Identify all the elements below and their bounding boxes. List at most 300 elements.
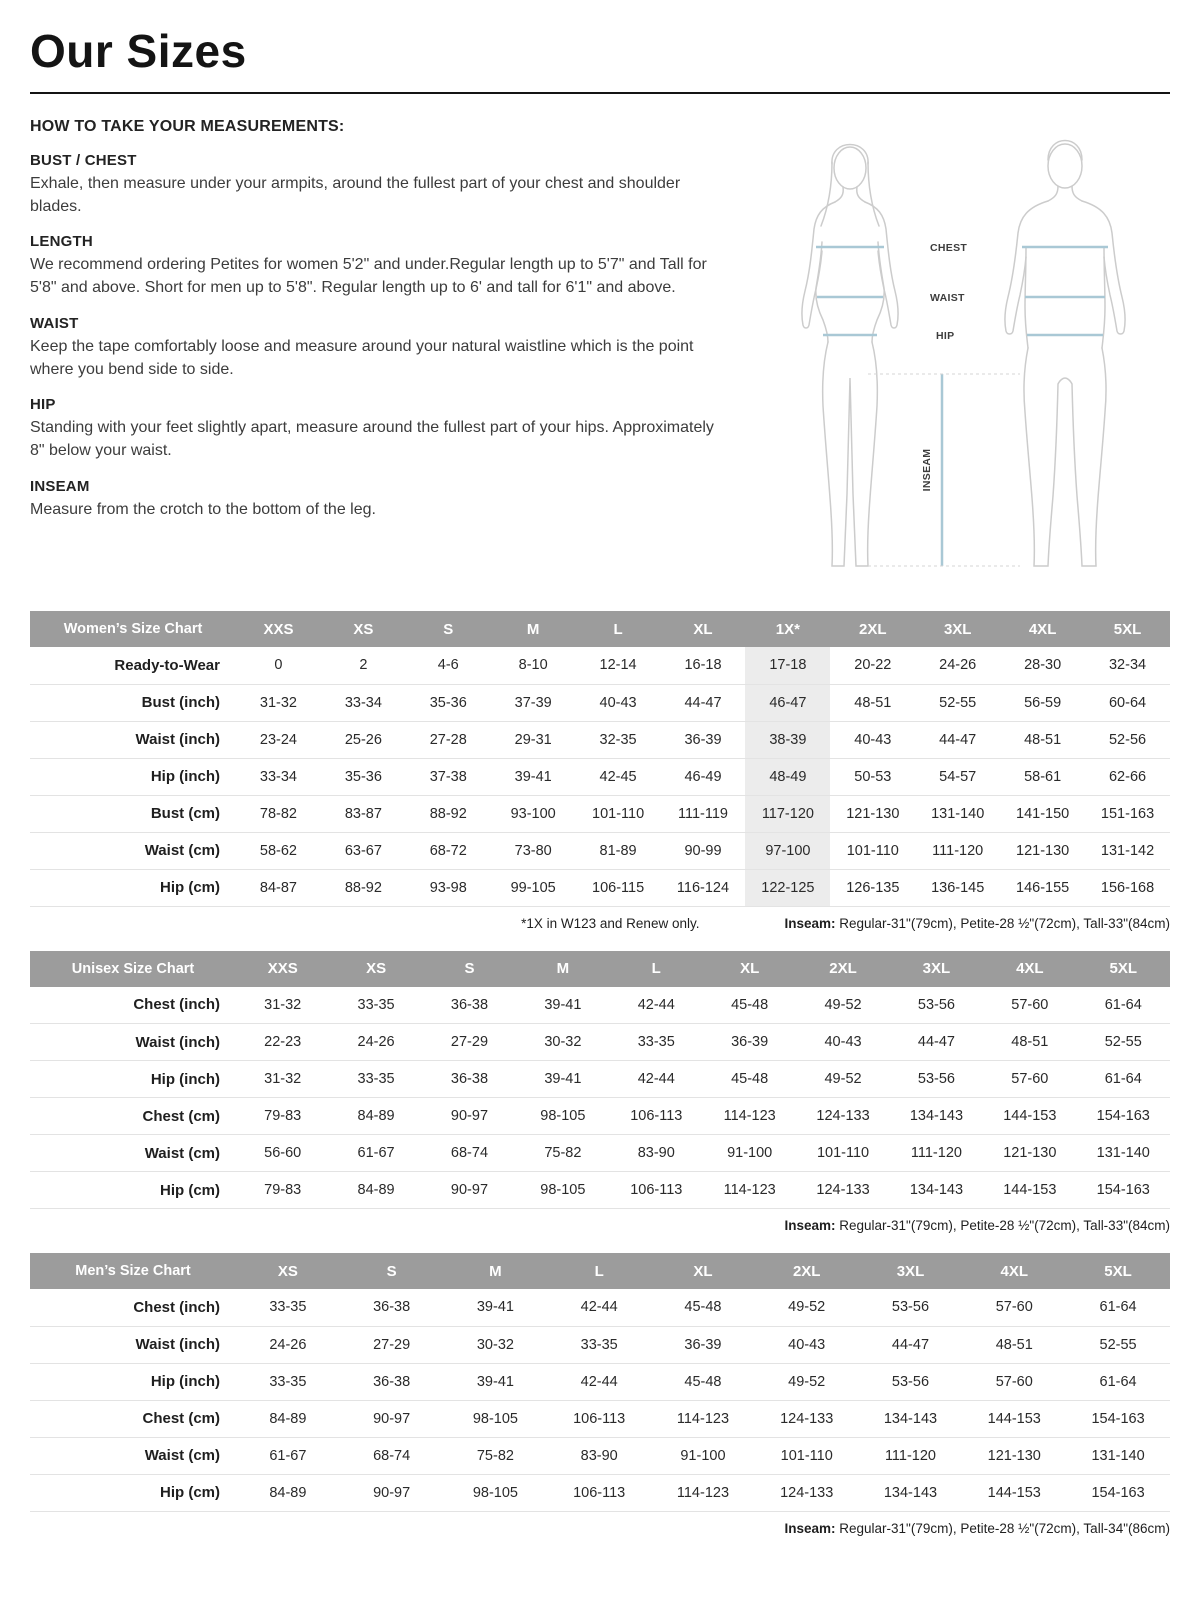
- row-label: Waist (inch): [135, 1336, 220, 1353]
- size-cell: 40-43: [788, 1336, 826, 1353]
- table-row: [30, 1172, 1170, 1209]
- size-cell: 42-44: [637, 996, 675, 1013]
- instruction-heading: BUST / CHEST: [30, 152, 137, 169]
- size-cell: 48-51: [1011, 1034, 1049, 1050]
- inseam-footnote: Inseam: Regular-31"(79cm), Petite-28 ½"(72cm), Tall-33"(84cm): [784, 1218, 1170, 1233]
- size-cell: 73-80: [514, 842, 552, 859]
- womens-size-chart-title: Women’s Size Chart: [30, 611, 236, 647]
- size-cell: 156-168: [1100, 879, 1155, 896]
- size-cell: 44-47: [684, 694, 722, 711]
- size-cell: 25-26: [344, 731, 382, 748]
- instruction-hip: [30, 396, 750, 462]
- size-column-header: M: [444, 1253, 548, 1289]
- size-cell: 83-90: [637, 1145, 675, 1161]
- size-cell: 40-43: [599, 694, 637, 711]
- size-cell: 20-22: [854, 657, 892, 674]
- size-cell: 91-100: [727, 1145, 773, 1161]
- size-cell: 124-133: [780, 1484, 834, 1501]
- inseam-footnote: Inseam: Regular-31"(79cm), Petite-28 ½"(72cm), Tall-33"(84cm): [784, 915, 1170, 931]
- size-cell: 62-66: [1108, 768, 1147, 785]
- size-cell: 35-36: [344, 768, 382, 785]
- chest-label: CHEST: [930, 242, 968, 254]
- row-label: Waist (cm): [144, 1144, 220, 1162]
- size-cell: 79-83: [264, 1108, 302, 1124]
- size-cell: 37-38: [429, 768, 467, 785]
- size-cell: 98-105: [472, 1410, 518, 1427]
- measurement-section: [30, 118, 1170, 597]
- size-cell: 106-113: [573, 1410, 626, 1427]
- size-cell: 84-89: [357, 1182, 395, 1198]
- table-row: [30, 1024, 1170, 1061]
- size-cell: 49-52: [788, 1299, 826, 1316]
- size-cell: 101-110: [816, 1145, 870, 1161]
- size-cell: 131-140: [1096, 1145, 1150, 1161]
- size-cell: 45-48: [684, 1299, 722, 1316]
- size-cell: 79-83: [264, 1182, 302, 1198]
- row-label: Chest (cm): [142, 1107, 220, 1125]
- size-cell: 42-44: [580, 1373, 618, 1390]
- diagram-labels: [921, 242, 967, 491]
- size-column-header: M: [516, 951, 609, 987]
- size-cell: 39-41: [514, 768, 552, 785]
- row-label: Hip (cm): [160, 879, 220, 896]
- size-cell: 111-119: [677, 805, 728, 822]
- size-cell: 31-32: [264, 996, 302, 1013]
- instruction-body: Keep the tape comfortably loose and measure around your natural waistline which is the point where you bend side to side.: [30, 337, 694, 378]
- size-cell: 154-163: [1096, 1182, 1150, 1198]
- size-cell: 114-123: [723, 1182, 776, 1198]
- size-cell: 111-120: [932, 842, 984, 859]
- size-cell: 75-82: [476, 1447, 514, 1464]
- size-cell: 90-99: [684, 842, 722, 859]
- measurement-instructions: [30, 118, 750, 536]
- size-cell: 154-163: [1091, 1410, 1145, 1427]
- measurement-diagram: [770, 122, 1160, 597]
- size-cell: 23-24: [259, 731, 297, 748]
- size-cell: 53-56: [917, 1071, 955, 1087]
- row-label: Waist (inch): [135, 1033, 220, 1051]
- table-row: [30, 1098, 1170, 1135]
- table-row: [30, 684, 1170, 721]
- size-cell: 121-130: [1003, 1145, 1057, 1161]
- size-cell: 52-55: [1104, 1034, 1142, 1050]
- size-cell: 52-56: [1108, 731, 1147, 748]
- size-cell: 81-89: [599, 842, 637, 859]
- size-cell: 17-18: [745, 647, 830, 684]
- size-cell: 45-48: [731, 996, 769, 1013]
- size-cell: 116-124: [676, 879, 730, 896]
- size-cell: 101-110: [780, 1447, 833, 1464]
- size-cell: 56-60: [264, 1145, 302, 1161]
- size-column-header: 5XL: [1077, 951, 1170, 987]
- unisex-size-chart-section: [30, 951, 1170, 1234]
- size-cell: 114-123: [676, 1484, 730, 1501]
- row-label: Bust (cm): [150, 805, 220, 822]
- size-cell: 45-48: [731, 1071, 769, 1087]
- size-cell: 36-38: [450, 1071, 489, 1087]
- size-column-header: 1X*: [745, 611, 830, 647]
- mens-size-chart: [30, 1253, 1170, 1512]
- row-label: Hip (inch): [150, 1373, 220, 1390]
- size-cell: 39-41: [544, 996, 582, 1013]
- row-label: Bust (inch): [141, 694, 220, 711]
- size-column-header: 5XL: [1085, 611, 1170, 647]
- size-cell: 121-130: [1016, 842, 1070, 859]
- instruction-body: Measure from the crotch to the bottom of the leg.: [30, 500, 376, 518]
- size-cell: 49-52: [824, 996, 862, 1013]
- table-footnotes: [30, 1521, 1170, 1536]
- size-cell: 61-64: [1104, 1071, 1142, 1087]
- size-cell: 44-47: [939, 731, 977, 748]
- size-cell: 30-32: [476, 1336, 514, 1353]
- size-cell: 154-163: [1091, 1484, 1145, 1501]
- size-cell: 134-143: [909, 1108, 964, 1124]
- size-cell: 144-153: [987, 1410, 1041, 1427]
- table-row: [30, 1363, 1170, 1400]
- size-column-header: XXS: [236, 951, 329, 987]
- size-cell: 68-74: [373, 1447, 411, 1464]
- size-cell: 56-59: [1024, 694, 1062, 711]
- row-label: Ready-to-Wear: [114, 656, 220, 674]
- instruction-bust-chest: [30, 152, 750, 218]
- size-cell: 151-163: [1100, 805, 1155, 822]
- row-label: Waist (inch): [135, 731, 220, 748]
- row-label: Hip (cm): [160, 1484, 220, 1501]
- size-cell: 106-113: [630, 1182, 683, 1198]
- size-cell: 90-97: [450, 1182, 489, 1198]
- size-cell: 46-49: [684, 768, 722, 785]
- size-cell: 121-130: [987, 1447, 1041, 1464]
- size-cell: 106-115: [592, 879, 645, 896]
- row-label: Waist (cm): [144, 842, 220, 859]
- size-cell: 58-62: [259, 842, 297, 859]
- size-cell: 32-35: [599, 731, 637, 748]
- size-cell: 106-113: [573, 1484, 626, 1501]
- table-row: [30, 721, 1170, 758]
- instruction-waist: [30, 315, 750, 381]
- size-cell: 42-45: [599, 768, 637, 785]
- size-cell: 36-39: [684, 731, 722, 748]
- size-column-header: XL: [661, 611, 746, 647]
- instruction-body: Standing with your feet slightly apart, measure around the fullest part of your hips. Approximately 8" below your waist.: [30, 419, 714, 460]
- size-cell: 39-41: [476, 1299, 514, 1316]
- instruction-body: We recommend ordering Petites for women 5'2" and under.Regular length up to 5'7" and Tall for 5'8" and above. Short for men up to 5'8". Regular length up to 6' and tall for 6'1" and above.: [30, 256, 707, 297]
- instruction-inseam: [30, 478, 750, 522]
- size-column-header: XL: [703, 951, 796, 987]
- instruction-body: Exhale, then measure under your armpits, around the fullest part of your chest and shoulder blades.: [30, 175, 681, 215]
- size-cell: 36-38: [450, 996, 489, 1013]
- table-row: [30, 758, 1170, 795]
- size-cell: 0: [274, 657, 283, 674]
- size-cell: 61-64: [1104, 996, 1142, 1013]
- size-cell: 68-72: [429, 842, 467, 859]
- table-footnotes: [30, 916, 1170, 931]
- size-cell: 134-143: [883, 1410, 938, 1427]
- guide-lines: [868, 374, 1020, 566]
- table-row: [30, 1135, 1170, 1172]
- size-column-header: S: [423, 951, 516, 987]
- size-cell: 98-105: [540, 1182, 586, 1198]
- size-cell: 8-10: [518, 657, 548, 674]
- size-cell: 29-31: [514, 731, 552, 748]
- header-row: [30, 611, 1170, 647]
- size-cell: 121-130: [846, 805, 900, 822]
- size-column-header: 5XL: [1066, 1253, 1170, 1289]
- size-cell: 54-57: [939, 768, 977, 785]
- header-row: [30, 1253, 1170, 1289]
- size-cell: 83-87: [344, 805, 382, 822]
- size-cell: 136-145: [931, 879, 985, 896]
- size-cell: 90-97: [373, 1484, 411, 1501]
- inseam-label: INSEAM: [921, 448, 933, 492]
- size-cell: 48-49: [745, 758, 830, 795]
- size-cell: 144-153: [987, 1484, 1041, 1501]
- size-cell: 154-163: [1096, 1108, 1150, 1124]
- size-cell: 144-153: [1003, 1182, 1057, 1198]
- size-cell: 2: [359, 657, 368, 674]
- instruction-heading: HIP: [30, 396, 56, 414]
- size-cell: 53-56: [917, 996, 955, 1013]
- title-divider: [30, 92, 1170, 94]
- inseam-footnote-label: Inseam:: [784, 915, 836, 931]
- size-cell: 31-32: [259, 694, 297, 711]
- size-cell: 39-41: [544, 1071, 582, 1087]
- size-cell: 46-47: [745, 684, 830, 721]
- womens-size-chart: [30, 611, 1170, 907]
- size-column-header: L: [547, 1253, 651, 1289]
- size-column-header: S: [340, 1253, 444, 1289]
- size-column-header: S: [406, 611, 491, 647]
- size-cell: 122-125: [745, 869, 830, 906]
- table-footnotes: [30, 1218, 1170, 1233]
- size-cell: 57-60: [995, 1299, 1033, 1316]
- size-cell: 48-51: [854, 694, 892, 711]
- size-cell: 33-35: [637, 1034, 675, 1050]
- row-label: Chest (cm): [142, 1410, 220, 1427]
- instruction-heading: LENGTH: [30, 233, 93, 251]
- size-cell: 33-35: [357, 996, 395, 1013]
- size-charts: [30, 611, 1170, 1536]
- size-cell: 88-92: [429, 805, 467, 822]
- size-column-header: L: [576, 611, 661, 647]
- size-cell: 111-120: [884, 1447, 936, 1464]
- instruction-heading: INSEAM: [30, 477, 90, 495]
- size-cell: 44-47: [917, 1034, 955, 1050]
- size-cell: 16-18: [684, 657, 722, 674]
- inseam-footnote-label: Inseam:: [784, 1520, 836, 1536]
- table-row: [30, 647, 1170, 684]
- size-cell: 106-113: [630, 1108, 683, 1124]
- size-column-header: XS: [329, 951, 422, 987]
- row-label: Hip (inch): [150, 1070, 220, 1088]
- size-cell: 131-142: [1100, 842, 1155, 859]
- size-cell: 61-64: [1099, 1299, 1137, 1316]
- size-column-header: XS: [321, 611, 406, 647]
- size-cell: 131-140: [931, 805, 985, 822]
- size-cell: 36-39: [684, 1336, 722, 1353]
- size-cell: 45-48: [684, 1373, 722, 1390]
- size-cell: 63-67: [344, 842, 382, 859]
- size-cell: 101-110: [846, 842, 899, 859]
- size-cell: 50-53: [854, 768, 892, 785]
- size-cell: 99-105: [510, 879, 556, 896]
- size-cell: 36-38: [373, 1299, 411, 1316]
- size-column-header: 3XL: [859, 1253, 963, 1289]
- size-cell: 33-35: [357, 1071, 395, 1087]
- size-cell: 101-110: [592, 805, 645, 822]
- size-cell: 134-143: [909, 1182, 964, 1198]
- size-cell: 37-39: [514, 694, 552, 711]
- table-row: [30, 1289, 1170, 1326]
- womens-size-chart-section: [30, 611, 1170, 931]
- size-column-header: 2XL: [755, 1253, 859, 1289]
- size-cell: 93-100: [510, 805, 556, 822]
- size-cell: 61-64: [1099, 1373, 1137, 1390]
- size-cell: 52-55: [939, 694, 977, 711]
- size-cell: 98-105: [472, 1484, 518, 1501]
- size-cell: 42-44: [637, 1071, 675, 1087]
- size-column-header: 4XL: [983, 951, 1076, 987]
- size-cell: 144-153: [1003, 1108, 1057, 1124]
- size-cell: 114-123: [723, 1108, 776, 1124]
- size-cell: 33-34: [259, 768, 297, 785]
- size-cell: 57-60: [995, 1373, 1033, 1390]
- size-cell: 134-143: [883, 1484, 938, 1501]
- size-cell: 131-140: [1091, 1447, 1145, 1464]
- mens-size-chart-title: Men’s Size Chart: [30, 1253, 236, 1289]
- size-cell: 33-34: [344, 694, 382, 711]
- size-cell: 90-97: [373, 1410, 411, 1427]
- mens-size-chart-section: [30, 1253, 1170, 1536]
- size-cell: 24-26: [939, 657, 977, 674]
- size-column-header: 2XL: [796, 951, 889, 987]
- row-label: Hip (cm): [160, 1181, 220, 1199]
- size-cell: 31-32: [264, 1071, 302, 1087]
- size-cell: 141-150: [1016, 805, 1070, 822]
- size-cell: 33-35: [269, 1373, 307, 1390]
- size-cell: 58-61: [1024, 768, 1062, 785]
- size-cell: 24-26: [357, 1034, 395, 1050]
- size-cell: 98-105: [540, 1108, 586, 1124]
- size-cell: 146-155: [1016, 879, 1070, 896]
- female-figure-outline: [802, 145, 898, 567]
- size-column-header: 4XL: [1000, 611, 1085, 647]
- table-row: [30, 832, 1170, 869]
- size-cell: 49-52: [788, 1373, 826, 1390]
- instruction-length: [30, 233, 750, 299]
- size-column-header: XS: [236, 1253, 340, 1289]
- size-cell: 124-133: [816, 1108, 870, 1124]
- size-cell: 33-35: [580, 1336, 618, 1353]
- size-cell: 36-38: [373, 1373, 411, 1390]
- size-cell: 60-64: [1108, 694, 1147, 711]
- size-cell: 40-43: [854, 731, 892, 748]
- size-cell: 93-98: [429, 879, 467, 896]
- page-title: Our Sizes: [30, 25, 247, 77]
- inseam-footnote: Inseam: Regular-31"(79cm), Petite-28 ½"(72cm), Tall-34"(86cm): [784, 1520, 1170, 1536]
- size-cell: 49-52: [824, 1071, 862, 1087]
- size-cell: 97-100: [745, 832, 830, 869]
- table-row: [30, 1437, 1170, 1474]
- size-cell: 53-56: [891, 1299, 930, 1316]
- size-column-header: 3XL: [915, 611, 1000, 647]
- size-cell: 126-135: [846, 879, 900, 896]
- size-cell: 84-89: [357, 1108, 395, 1124]
- size-cell: 27-28: [429, 731, 467, 748]
- row-label: Waist (cm): [144, 1447, 220, 1464]
- size-cell: 27-29: [373, 1336, 411, 1353]
- size-cell: 75-82: [544, 1145, 582, 1161]
- size-cell: 111-120: [910, 1145, 962, 1161]
- measurement-figures-svg: [770, 122, 1160, 592]
- table-row: [30, 987, 1170, 1024]
- size-cell: 52-55: [1099, 1336, 1137, 1353]
- size-column-header: XL: [651, 1253, 755, 1289]
- size-cell: 114-123: [676, 1410, 730, 1427]
- size-column-header: 3XL: [890, 951, 983, 987]
- size-cell: 24-26: [269, 1336, 307, 1353]
- size-cell: 32-34: [1108, 657, 1147, 674]
- size-cell: 57-60: [1011, 996, 1049, 1013]
- size-column-header: 2XL: [830, 611, 915, 647]
- size-cell: 35-36: [429, 694, 467, 711]
- footnote-note: *1X in W123 and Renew only.: [521, 915, 700, 931]
- waist-label: WAIST: [930, 292, 965, 304]
- unisex-size-chart-title: Unisex Size Chart: [30, 951, 236, 987]
- size-cell: 68-74: [450, 1145, 489, 1161]
- size-column-header: L: [610, 951, 703, 987]
- size-cell: 83-90: [580, 1447, 618, 1464]
- size-cell: 4-6: [437, 657, 459, 674]
- size-column-header: XXS: [236, 611, 321, 647]
- size-cell: 91-100: [680, 1447, 726, 1464]
- instruction-heading: WAIST: [30, 314, 79, 332]
- size-cell: 42-44: [580, 1299, 618, 1316]
- table-row: [30, 1061, 1170, 1098]
- size-cell: 117-120: [745, 795, 830, 832]
- size-cell: 84-89: [269, 1484, 307, 1501]
- instructions-heading: HOW TO TAKE YOUR MEASUREMENTS:: [30, 118, 345, 135]
- header-row: [30, 951, 1170, 987]
- size-cell: 28-30: [1024, 657, 1062, 674]
- size-cell: 90-97: [450, 1108, 489, 1124]
- size-cell: 12-14: [599, 657, 637, 674]
- size-cell: 33-35: [269, 1299, 307, 1316]
- table-row: [30, 1400, 1170, 1437]
- size-cell: 48-51: [995, 1336, 1033, 1353]
- size-cell: 84-87: [259, 879, 297, 896]
- size-cell: 124-133: [816, 1182, 870, 1198]
- size-cell: 39-41: [476, 1373, 514, 1390]
- inseam-footnote-label: Inseam:: [784, 1218, 836, 1233]
- size-cell: 48-51: [1024, 731, 1062, 748]
- size-cell: 57-60: [1011, 1071, 1049, 1087]
- table-row: [30, 1326, 1170, 1363]
- size-cell: 22-23: [264, 1034, 302, 1050]
- size-column-header: 4XL: [962, 1253, 1066, 1289]
- row-label: Hip (inch): [150, 768, 220, 785]
- size-cell: 61-67: [269, 1447, 307, 1464]
- table-row: [30, 795, 1170, 832]
- size-cell: 61-67: [357, 1145, 395, 1161]
- unisex-size-chart: [30, 951, 1170, 1210]
- size-cell: 27-29: [450, 1034, 489, 1050]
- row-label: Chest (inch): [133, 1298, 220, 1316]
- size-cell: 78-82: [259, 805, 297, 822]
- size-cell: 30-32: [544, 1034, 582, 1050]
- size-cell: 88-92: [344, 879, 382, 896]
- size-cell: 44-47: [891, 1336, 930, 1353]
